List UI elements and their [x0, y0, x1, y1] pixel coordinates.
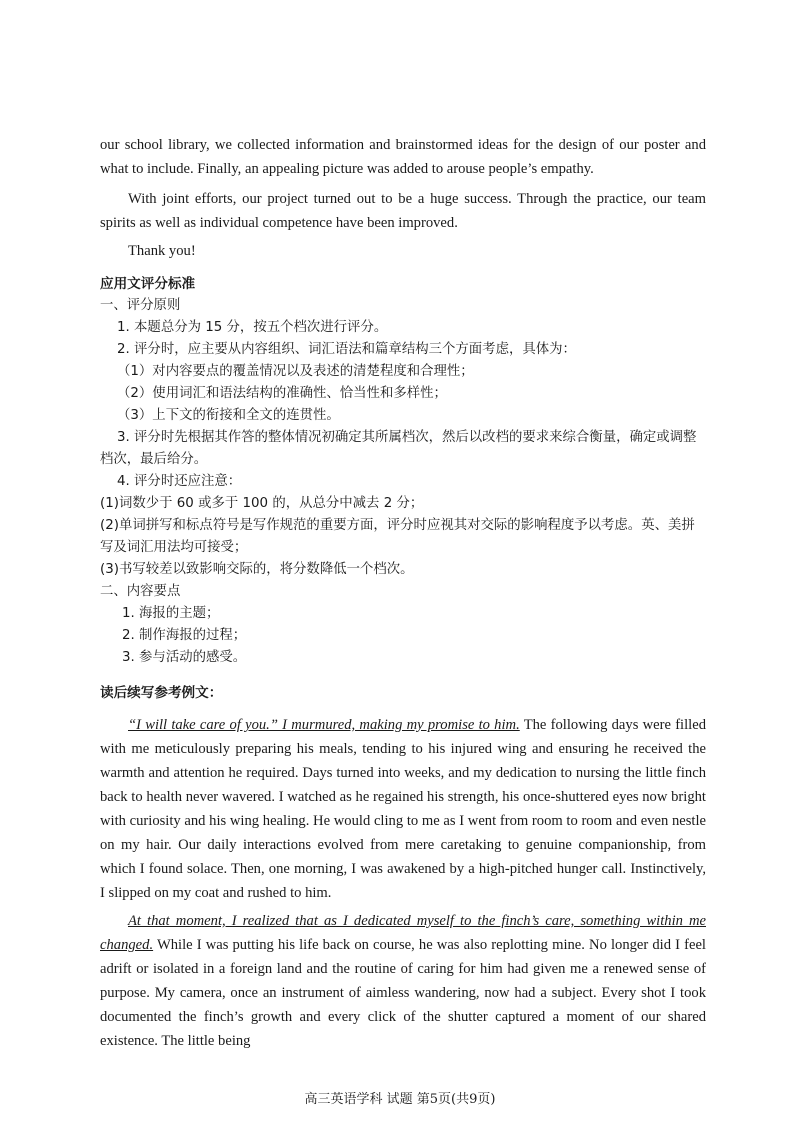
content-point: 3. 参与活动的感受。	[122, 650, 247, 665]
criteria-item: (1)词数少于 60 或多于 100 的，从总分中减去 2 分；	[100, 496, 424, 511]
criteria-item: （2）使用词汇和语法结构的准确性、恰当性和多样性；	[117, 386, 447, 401]
scoring-criteria	[100, 273, 706, 669]
letter-paragraph-2: With joint efforts, our project turned out to be a huge success. Through the practice, our team spirits as well as individual competence have been improved.	[100, 191, 706, 231]
content-point: 1. 海报的主题；	[122, 606, 220, 621]
continuation-title: 读后续写参考例文：	[100, 685, 223, 701]
criteria-item: （1）对内容要点的覆盖情况以及表述的清楚程度和合理性；	[117, 364, 474, 379]
criteria-item: 4. 评分时还应注意：	[117, 474, 242, 489]
letter-paragraph-1: our school library, we collected information and brainstormed ideas for the design of our poster and what to include. Finally, an appealing picture was added to arouse people’s empathy.	[100, 137, 706, 177]
criteria-item: 1. 本题总分为 15 分，按五个档次进行评分。	[117, 320, 388, 335]
criteria-item: （3）上下文的衔接和全文的连贯性。	[117, 408, 340, 423]
criteria-item: (3)书写较差以致影响交际的，将分数降低一个档次。	[100, 562, 414, 577]
criteria-item: 2. 评分时，应主要从内容组织、词汇语法和篇章结构三个方面考虑，具体为：	[117, 342, 576, 357]
criteria-item: 3. 评分时先根据其作答的整体情况初确定其所属档次，然后以改档的要求来综合衡量，确定或调整档次，最后给分。	[100, 430, 697, 467]
criteria-item: (2)单词拼写和标点符号是写作规范的重要方面，评分时应视其对交际的影响程度予以考虑。英、美拼写及词汇用法均可接受；	[100, 518, 695, 555]
continuation-paragraph-2	[100, 909, 706, 1053]
criteria-section-2-title: 二、内容要点	[100, 584, 181, 599]
letter-closing: Thank you!	[128, 243, 196, 259]
continuation-sample	[100, 682, 706, 1053]
criteria-section-1-title: 一、评分原则	[100, 298, 181, 313]
criteria-title: 应用文评分标准	[100, 276, 196, 292]
continuation-paragraph-1	[100, 713, 706, 905]
letter-text	[100, 133, 706, 263]
page-footer: 高三英语学科 试题 第5页(共9页)	[304, 1092, 496, 1107]
paragraph-2-body: While I was putting his life back on course, he was also replotting mine. No longer did I feel adrift or isolated in a foreign land and the routine of caring for him had given me a renewed sense of purpose. My camera, once an instrument of aimless wandering, now had a subject. Every shot I took documented the finch’s growth and every click of the shutter captured a moment of our shared existence. The little being	[100, 937, 706, 1049]
paragraph-2-lead: At that moment, I realized that as I dedicated myself to the finch’s care, something within me changed.	[100, 913, 706, 953]
content-point: 2. 制作海报的过程；	[122, 628, 247, 643]
paragraph-1-body: The following days were filled with me meticulously preparing his meals, tending to his injured wing and ensuring he received the warmth and attention he required. Days turned into weeks, and my dedication to nursing the little finch back to health never wavered. I watched as he regained his strength, his once-shuttered eyes now bright with curiosity and his wing healing. He would cling to me as I went from room to room and even nestle on my hair. Our daily interactions evolved from mere caretaking to genuine companionship, from which I found solace. Then, one morning, I was awakened by a high-pitched hunger call. Instinctively, I slipped on my coat and rushed to him.	[100, 717, 706, 901]
paragraph-1-lead: “I will take care of you.” I murmured, making my promise to him.	[128, 717, 520, 733]
